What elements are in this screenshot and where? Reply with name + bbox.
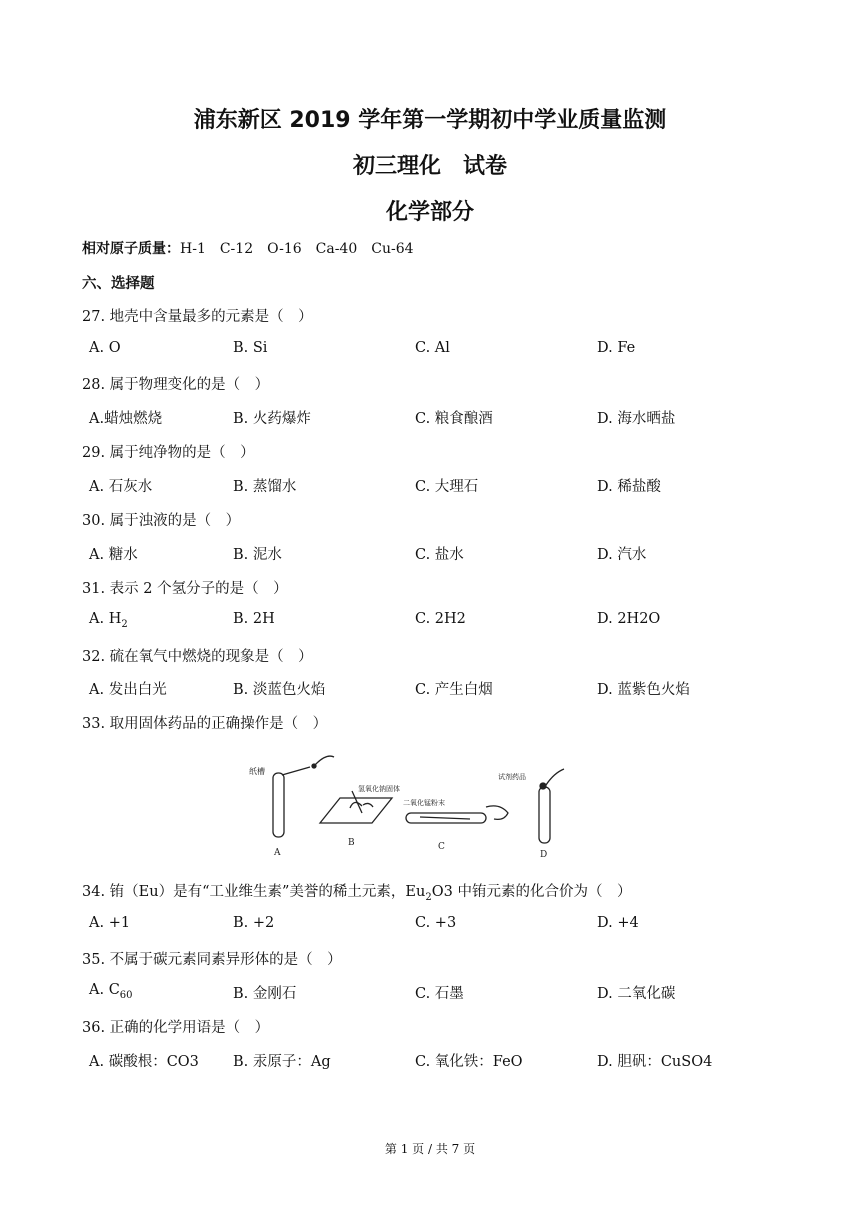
question-option: B. +2 xyxy=(233,915,275,931)
question-option: A. 糖水 xyxy=(89,547,138,563)
question-option: A. +1 xyxy=(89,915,131,931)
figure-option-a xyxy=(273,756,334,837)
exam-part: 化学部分 xyxy=(385,200,474,225)
question-option: A. $C_{60}$ xyxy=(89,982,133,1001)
question-option: C. 粮食酿酒 xyxy=(415,411,493,427)
figure-label: D xyxy=(540,850,548,860)
question-stem: 29. 属于纯净物的是（ ） xyxy=(82,445,255,461)
question-option: B. 2H xyxy=(233,611,275,627)
question-option: A. O xyxy=(89,340,121,356)
question-option: C. +3 xyxy=(415,915,457,931)
question-option: D. 汽水 xyxy=(597,547,647,563)
question-option: C. 大理石 xyxy=(415,479,479,495)
figure-label: C xyxy=(438,842,445,852)
question-option: A. 发出白光 xyxy=(89,682,167,698)
question-option: A. 碳酸根：CO3 xyxy=(89,1054,199,1070)
figure-option-c xyxy=(406,806,508,823)
question-option: A. 石灰水 xyxy=(89,479,153,495)
question-option: B. 汞原子：Ag xyxy=(233,1054,331,1070)
question-stem: 36. 正确的化学用语是（ ） xyxy=(82,1020,270,1036)
question-option: D. 蓝紫色火焰 xyxy=(597,682,690,698)
figure-annotation: 纸槽 xyxy=(249,767,265,776)
question-stem: 34. 铕（Eu）是有“工业维生素”美誉的稀土元素，$Eu_2O3$ 中铕元素的化合价为（ ） xyxy=(82,884,632,903)
question-option: D. 二氧化碳 xyxy=(597,986,676,1002)
exam-subtitle: 初三理化 试卷 xyxy=(352,154,507,179)
question-option: D. +4 xyxy=(597,915,639,931)
page-footer: 第 1 页 / 共 7 页 xyxy=(384,1142,476,1156)
figure-label: B xyxy=(348,838,355,848)
solid-reagent-figure xyxy=(240,745,580,863)
figure-annotation: 二氧化锰粉末 xyxy=(403,799,445,807)
atomic-mass-label: 相对原子质量： xyxy=(82,241,180,257)
question-option: C. Al xyxy=(415,340,450,356)
question-stem: 33. 取用固体药品的正确操作是（ ） xyxy=(82,716,328,732)
question-option: C. 氧化铁：FeO xyxy=(415,1054,523,1070)
atomic-mass-line xyxy=(82,238,414,258)
question-option: C. 2H2 xyxy=(415,611,466,627)
question-stem: 31. 表示 2 个氢分子的是（ ） xyxy=(82,581,288,597)
question-stem: 32. 硫在氧气中燃烧的现象是（ ） xyxy=(82,649,313,665)
question-option: D. 海水晒盐 xyxy=(597,411,676,427)
question-option: D. 胆矾：CuSO4 xyxy=(597,1054,713,1070)
question-option: C. 产生白烟 xyxy=(415,682,493,698)
question-stem: 27. 地壳中含量最多的元素是（ ） xyxy=(82,309,313,325)
figure-option-d xyxy=(539,769,564,843)
figure-annotation: 试剂药品 xyxy=(498,773,526,781)
exam-title: 浦东新区 2019 学年第一学期初中学业质量监测 xyxy=(193,108,667,133)
figure-annotation: 氢氧化钠固体 xyxy=(358,785,400,793)
question-option: A.蜡烛燃烧 xyxy=(89,411,163,427)
question-option: B. 泥水 xyxy=(233,547,282,563)
figure-option-b xyxy=(320,791,392,823)
question-option: D. 稀盐酸 xyxy=(597,479,661,495)
question-option: C. 盐水 xyxy=(415,547,464,563)
question-option: B. 金刚石 xyxy=(233,986,297,1002)
question-option: B. 蒸馏水 xyxy=(233,479,297,495)
figure-label: A xyxy=(274,848,281,858)
question-option: D. 2H2O xyxy=(597,611,661,627)
question-option: B. 淡蓝色火焰 xyxy=(233,682,326,698)
question-option: C. 石墨 xyxy=(415,986,464,1002)
question-option: D. Fe xyxy=(597,340,636,356)
question-stem: 35. 不属于碳元素同素异形体的是（ ） xyxy=(82,952,342,968)
question-option: A. $H_2$ xyxy=(89,611,128,630)
section-heading: 六、选择题 xyxy=(82,276,155,292)
atomic-mass-values: H-1 C-12 O-16 Ca-40 Cu-64 xyxy=(180,241,414,257)
question-stem: 30. 属于浊液的是（ ） xyxy=(82,513,241,529)
question-stem: 28. 属于物理变化的是（ ） xyxy=(82,377,270,393)
question-option: B. Si xyxy=(233,340,268,356)
question-option: B. 火药爆炸 xyxy=(233,411,311,427)
